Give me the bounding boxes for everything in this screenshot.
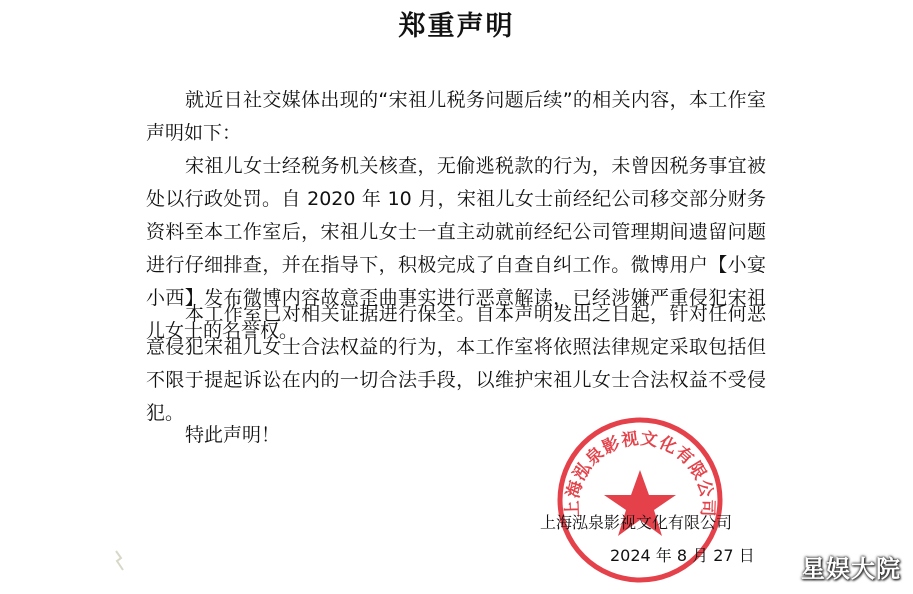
watermark-text: 星娱大院 — [801, 555, 901, 583]
paragraph-tax-findings: 宋祖儿女士经税务机关核查，无偷逃税款的行为，未曾因税务事宜被处以行政处罚。自 2020 年 10 月，宋祖儿女士前经纪公司移交部分财务资料至本工作室后，宋祖儿女士一直主动就前经纪公司管理期间遗留问题进行仔细排查，并在指导下，积极完成了自查自纠工作。微博用户【小宴小西】发布微博内容故意歪曲事实进行恶意解读，已经涉嫌严重侵犯宋祖儿女士的名誉权。 — [146, 155, 766, 342]
signature-company: 上海泓泉影视文化有限公司 — [540, 513, 733, 532]
signature-date: 2024 年 8 月 27 日 — [610, 546, 755, 565]
paragraph-legal-action: 本工作室已对相关证据进行保全。自本声明发出之日起，针对任何恶意侵犯宋祖儿女士合法权益的行为，本工作室将依照法律规定采取包括但不限于提起诉讼在内的一切合法手段，以维护宋祖儿女士合法权益不受侵犯。 — [146, 303, 766, 424]
closing-text: 特此声明！ — [185, 424, 281, 446]
paragraph-intro: 就近日社交媒体出现的“宋祖儿税务问题后续”的相关内容，本工作室声明如下： — [146, 89, 766, 144]
document-title: 郑重声明 — [398, 11, 515, 42]
svg-text:上海泓泉影视文化有限公司: 上海泓泉影视文化有限公司 — [562, 428, 718, 518]
ink-smudge-mark — [112, 548, 130, 574]
